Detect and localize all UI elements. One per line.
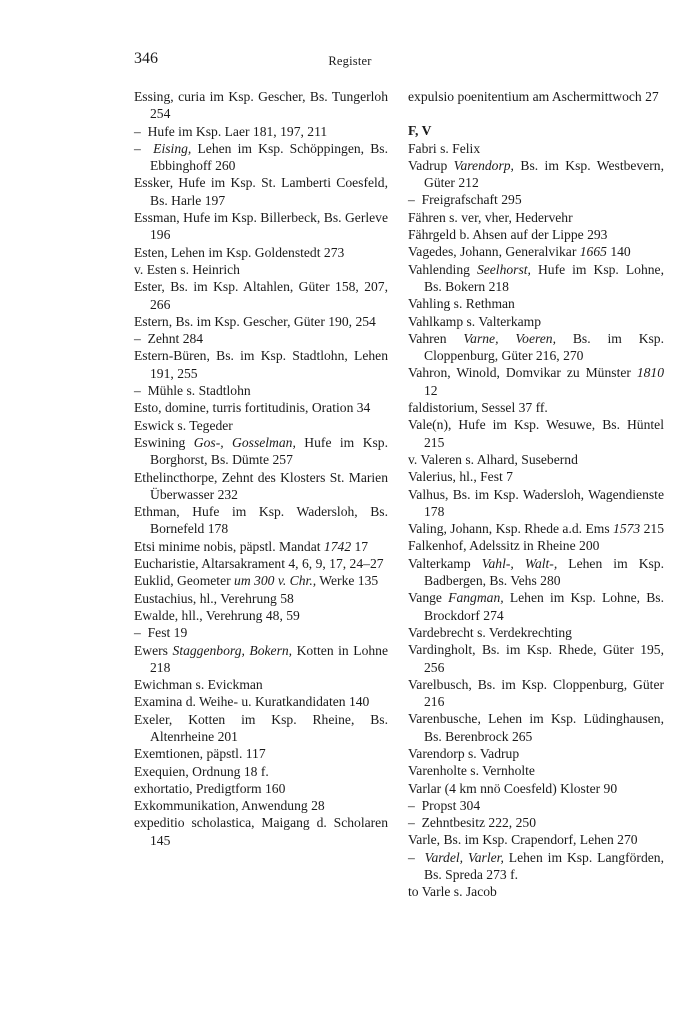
index-entry: Exemtionen, päpstl. 117 (134, 746, 266, 762)
index-entry: Vardebrecht s. Verdekrechting (408, 624, 572, 640)
index-entry: Esto, domine, turris fortitudinis, Oration 34 (134, 400, 371, 416)
index-entry: Falkenhof, Adelssitz in Rheine 200 (408, 538, 600, 554)
page-number: 346 (134, 50, 158, 67)
index-entry: Varlar (4 km nnö Coesfeld) Kloster 90 (408, 780, 618, 796)
index-entry: Varle, Bs. im Ksp. Crapendorf, Lehen 270 (408, 832, 638, 848)
index-entry: v. Valeren s. Alhard, Susebernd (408, 451, 578, 467)
index-subentry: – Mühle s. Stadtlohn (134, 382, 388, 399)
index-entry: Estern-Büren, Bs. im Ksp. Stadtlohn, Lehen 191, 255 (134, 348, 388, 381)
index-subentry: – Zehnt 284 (134, 330, 388, 347)
index-entry: Varelbusch, Bs. im Ksp. Cloppenburg, Güter 216 (408, 676, 664, 710)
index-entry: Eswick s. Tegeder (134, 417, 233, 433)
index-entry: Ewers Staggenborg, Bokern, Kotten in Lohne 218 (134, 642, 388, 675)
index-entry: expeditio scholastica, Maigang d. Scholaren 145 (134, 815, 388, 848)
index-entry: Vale(n), Hufe im Ksp. Wesuwe, Bs. Hüntel 215 (408, 417, 664, 450)
index-entry: Essman, Hufe im Ksp. Billerbeck, Bs. Gerleve 196 (134, 210, 388, 243)
index-entry: Estern, Bs. im Ksp. Gescher, Güter 190, 254 (134, 313, 376, 329)
index-entry: faldistorium, Sessel 37 ff. (408, 400, 548, 416)
index-entry: Exkommunikation, Anwendung 28 (134, 798, 325, 814)
index-entry: Varenholte s. Vernholte (408, 763, 535, 779)
index-entry: Examina d. Weihe- u. Kuratkandidaten 140 (134, 694, 370, 710)
index-subentry: – Freigrafschaft 295 (408, 191, 664, 208)
index-subentry: – Hufe im Ksp. Laer 181, 197, 211 (134, 123, 388, 140)
index-entry: Fährgeld b. Ahsen auf der Lippe 293 (408, 227, 608, 243)
index-entry: Vahling s. Rethman (408, 296, 515, 312)
index-entry: Fabri s. Felix (408, 140, 481, 156)
index-entry: Valerius, hl., Fest 7 (408, 469, 513, 485)
index-entry: Esten, Lehen im Ksp. Goldenstedt 273 (134, 244, 345, 260)
index-entry: Eucharistie, Altarsakrament 4, 6, 9, 17, 24–27 (134, 556, 384, 572)
index-entry: Vahren Varne, Voeren, Bs. im Ksp. Cloppenburg, Güter 216, 270 (408, 330, 665, 364)
index-entry: expulsio poenitentium am Aschermittwoch 27 (408, 89, 659, 104)
index-entry: Exequien, Ordnung 18 f. (134, 763, 269, 779)
index-entry: Eustachius, hl., Verehrung 58 (134, 590, 294, 606)
index-entry: Euklid, Geometer um 300 v. Chr., Werke 135 (134, 573, 379, 589)
index-entry: Ewalde, hll., Verehrung 48, 59 (134, 607, 300, 623)
index-entry: to Varle s. Jacob (408, 884, 497, 900)
index-subentry: – Propst 304 (408, 797, 664, 814)
index-entry: Vagedes, Johann, Generalvikar 1665 140 (408, 244, 631, 260)
index-entry: Ewichman s. Evickman (134, 677, 263, 693)
index-entry: Valing, Johann, Ksp. Rhede a.d. Ems 1573 215 (408, 521, 664, 537)
index-subentry: – Vardel, Varler, Lehen im Ksp. Langförden, Bs. Spreda 273 f. (408, 849, 664, 884)
index-entry: Varenbusche, Lehen im Ksp. Lüdinghausen, Bs. Berenbrock 265 (408, 711, 664, 744)
section-heading: F, V (408, 123, 432, 139)
index-entry: Vange Fangman, Lehen im Ksp. Lohne, Bs. Brockdorf 274 (408, 590, 664, 623)
index-entry: Ethelincthorpe, Zehnt des Klosters St. Marien Überwasser 232 (134, 469, 388, 502)
index-entry: Eswining Gos-, Gosselman, Hufe im Ksp. Borghorst, Bs. Dümte 257 (134, 434, 388, 468)
index-entry: Varendorp s. Vadrup (408, 745, 520, 761)
index-entry: Essker, Hufe im Ksp. St. Lamberti Coesfeld, Bs. Harle 197 (134, 175, 388, 208)
index-entry: exhortatio, Predigtform 160 (134, 780, 286, 796)
index-entry: Vahron, Winold, Domvikar zu Münster 1810 12 (408, 365, 664, 398)
index-entry: Valterkamp Vahl-, Walt-, Lehen im Ksp. Badbergen, Bs. Vehs 280 (408, 555, 664, 589)
index-entry: Essing, curia im Ksp. Gescher, Bs. Tungerloh 254 (134, 89, 388, 122)
index-entry: v. Esten s. Heinrich (134, 261, 240, 277)
index-entry: Etsi minime nobis, päpstl. Mandat 1742 17 (134, 538, 369, 554)
index-subentry: – Zehntbesitz 222, 250 (408, 814, 664, 831)
index-entry: Valhus, Bs. im Ksp. Wadersloh, Wagendienste 178 (408, 486, 664, 519)
index-column-right (408, 88, 664, 901)
index-entry: Vahlkamp s. Valterkamp (408, 313, 542, 329)
running-head: Register (328, 54, 372, 68)
index-entry: Ethman, Hufe im Ksp. Wadersloh, Bs. Bornefeld 178 (134, 504, 388, 537)
index-subentry: – Fest 19 (134, 624, 388, 641)
index-entry: Ester, Bs. im Ksp. Altahlen, Güter 158, 207, 266 (134, 279, 388, 312)
index-entry: Exeler, Kotten im Ksp. Rheine, Bs. Altenrheine 201 (134, 711, 388, 744)
index-subentry: – Eising, Lehen im Ksp. Schöppingen, Bs. Ebbinghoff 260 (134, 140, 388, 175)
index-entry: Vadrup Varendorp, Bs. im Ksp. Westbevern, Güter 212 (408, 157, 664, 191)
index-entry: Vahlending Seelhorst, Hufe im Ksp. Lohne, Bs. Bokern 218 (408, 261, 664, 294)
index-entry: Vardingholt, Bs. im Ksp. Rhede, Güter 195, 256 (408, 642, 664, 675)
index-column-left (134, 88, 388, 849)
index-entry: Fähren s. ver, vher, Hedervehr (408, 209, 573, 225)
